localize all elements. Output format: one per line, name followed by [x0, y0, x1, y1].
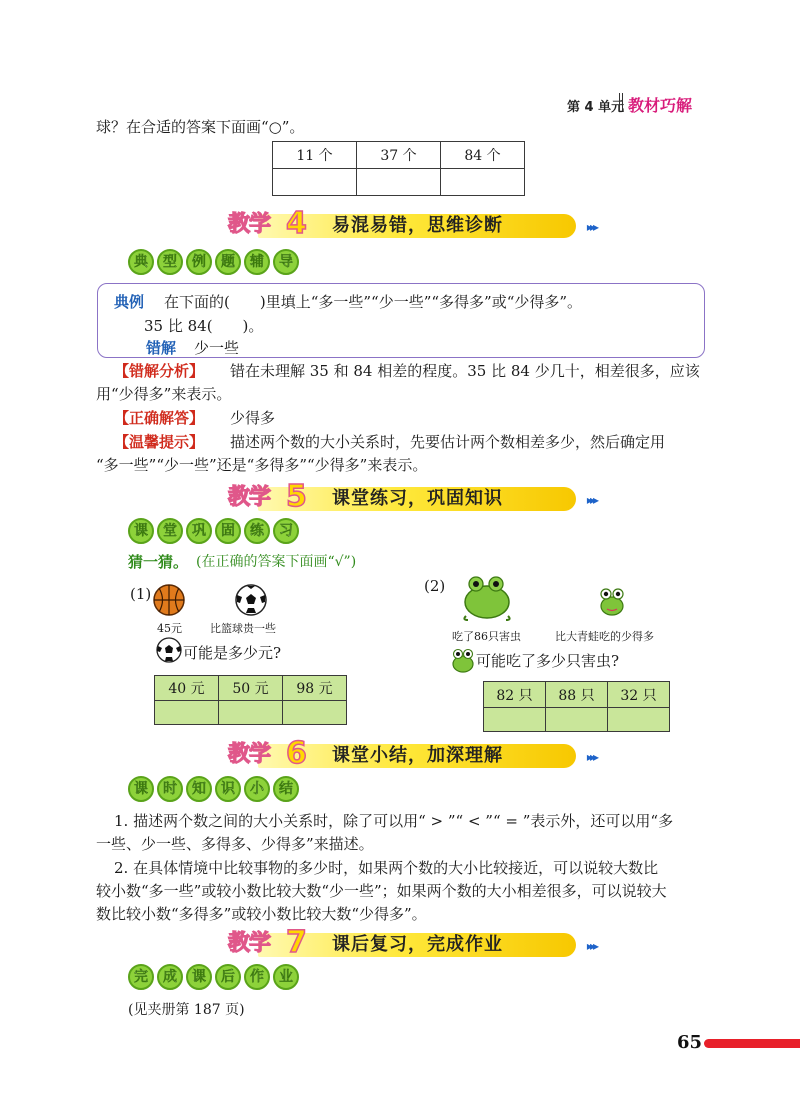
subheading-char: 堂 — [157, 518, 183, 544]
arrows-icon: ▸▸▸ — [586, 939, 596, 953]
answer-cell[interactable] — [484, 708, 546, 732]
arrows-icon: ▸▸▸ — [586, 220, 596, 234]
table-cell: 11 个 — [273, 142, 357, 169]
subheading-char: 业 — [273, 964, 299, 990]
correct-label: 【正确解答】 — [114, 409, 205, 427]
page-bar — [704, 1039, 800, 1048]
soccer-caption: 比篮球贵一些 — [210, 622, 276, 635]
tip-label: 【温馨提示】 — [114, 433, 205, 451]
subheading-char: 完 — [128, 964, 154, 990]
section-banner-7 — [228, 927, 598, 961]
problem2-options — [483, 681, 670, 732]
option-cell: 88 只 — [546, 682, 608, 708]
banner-number: 6 — [286, 736, 307, 771]
small-frog-icon — [450, 646, 476, 674]
subheading-char: 时 — [157, 776, 183, 802]
problem1-options — [154, 675, 347, 725]
page-number: 65 — [677, 1032, 703, 1053]
answer-table — [272, 141, 525, 196]
section-banner-4 — [228, 208, 598, 242]
subheading-char: 课 — [186, 964, 212, 990]
tip-text: 描述两个数的大小关系时，先要估计两个数相差多少，然后确定用 — [230, 433, 666, 451]
correct-text: 少得多 — [230, 409, 276, 427]
answer-cell[interactable] — [441, 169, 525, 196]
soccer-ball-icon — [234, 583, 268, 617]
subheading-char: 导 — [273, 249, 299, 275]
intro-text: 球？在合适的答案下面画“○”。 — [96, 118, 305, 136]
banner-title: 课堂小结，加深理解 — [332, 745, 503, 766]
analysis-label: 【错解分析】 — [114, 362, 205, 380]
header-divider — [619, 93, 623, 111]
answer-cell[interactable] — [357, 169, 441, 196]
table-cell: 84 个 — [441, 142, 525, 169]
arrows-icon: ▸▸▸ — [586, 493, 596, 507]
subheading-char: 题 — [215, 249, 241, 275]
subheading-char: 典 — [128, 249, 154, 275]
banner-number: 5 — [286, 479, 307, 514]
option-cell: 40 元 — [155, 676, 219, 701]
banner-tag: 教学 — [228, 931, 271, 956]
summary-paragraph-2b: 较小数“多一些”或较小数比较大数“少一些”；如果两个数的大小相差很多，可以说较大 — [96, 882, 667, 900]
subheading-char: 课 — [128, 776, 154, 802]
banner-tag: 教学 — [228, 742, 271, 767]
problem1-number: (1) — [130, 585, 152, 603]
option-cell: 82 只 — [484, 682, 546, 708]
summary-paragraph-2c: 数比较小数“多得多”或较小数比较大数“少得多”。 — [96, 905, 427, 923]
subheading-char: 小 — [244, 776, 270, 802]
summary-paragraph-1: 1. 描述两个数之间的大小关系时，除了可以用“ > ”“ < ”“ = ”表示外，还可以用“多 — [114, 812, 674, 830]
banner-number: 7 — [286, 925, 307, 960]
wrong-label: 错解 — [146, 339, 177, 357]
analysis-text: 错在未理解 35 和 84 相差的程度。35 比 84 少几十，相差很多，应该 — [230, 362, 700, 380]
answer-cell[interactable] — [608, 708, 670, 732]
small-frog-caption: 比大青蛙吃的少得多 — [555, 630, 654, 643]
option-cell: 32 只 — [608, 682, 670, 708]
unit-label: 第 4 单元 — [567, 100, 625, 115]
answer-cell[interactable] — [155, 701, 219, 725]
banner-tag: 教学 — [228, 212, 271, 237]
banner-title: 课堂练习，巩固知识 — [332, 488, 503, 509]
soccer-ball-icon — [155, 636, 183, 664]
big-frog-icon — [458, 572, 516, 622]
example-label: 典例 — [114, 293, 145, 311]
tip-text-2: “多一些”“少一些”还是“多得多”“少得多”来表示。 — [96, 456, 428, 474]
example-question: 在下面的( )里填上“多一些”“少一些”“多得多”或“少得多”。 — [164, 293, 583, 311]
banner-number: 4 — [286, 206, 307, 241]
section-banner-5 — [228, 481, 598, 515]
guess-label: 猜一猜。 — [128, 553, 189, 571]
banner-title: 易混易错，思维诊断 — [332, 215, 503, 236]
answer-cell[interactable] — [283, 701, 347, 725]
answer-cell[interactable] — [273, 169, 357, 196]
small-frog-icon — [597, 585, 627, 617]
arrows-icon: ▸▸▸ — [586, 750, 596, 764]
subheading-char: 习 — [273, 518, 299, 544]
section-banner-6 — [228, 738, 598, 772]
subheading-summary — [128, 776, 299, 804]
problem2-number: (2) — [424, 577, 446, 595]
answer-cell[interactable] — [219, 701, 283, 725]
summary-paragraph-2: 2. 在具体情境中比较事物的多少时，如果两个数的大小比较接近，可以说较大数比 — [114, 859, 659, 877]
problem1-question: 可能是多少元? — [183, 644, 282, 662]
subheading-char: 知 — [186, 776, 212, 802]
subheading-example — [128, 249, 299, 277]
subheading-char: 练 — [244, 518, 270, 544]
table-cell: 37 个 — [357, 142, 441, 169]
subheading-char: 识 — [215, 776, 241, 802]
subheading-char: 后 — [215, 964, 241, 990]
subheading-char: 结 — [273, 776, 299, 802]
option-cell: 98 元 — [283, 676, 347, 701]
summary-paragraph-1b: 一些、少一些、多得多、少得多”来描述。 — [96, 835, 374, 853]
guess-instruction: (在正确的答案下面画“√”) — [196, 554, 357, 570]
subheading-char: 巩 — [186, 518, 212, 544]
option-cell: 50 元 — [219, 676, 283, 701]
subheading-char: 成 — [157, 964, 183, 990]
problem2-question: 可能吃了多少只害虫? — [476, 652, 620, 670]
big-frog-caption: 吃了86只害虫 — [452, 630, 521, 643]
subheading-practice — [128, 518, 299, 546]
banner-title: 课后复习，完成作业 — [332, 934, 503, 955]
example-line2: 35 比 84( )。 — [144, 317, 264, 335]
subheading-char: 固 — [215, 518, 241, 544]
answer-cell[interactable] — [546, 708, 608, 732]
basketball-icon — [152, 583, 186, 617]
chapter-title: 教材巧解 — [628, 96, 693, 115]
banner-tag: 教学 — [228, 485, 271, 510]
subheading-char: 辅 — [244, 249, 270, 275]
subheading-char: 例 — [186, 249, 212, 275]
subheading-char: 作 — [244, 964, 270, 990]
subheading-homework — [128, 964, 299, 992]
wrong-answer: 少一些 — [194, 339, 240, 357]
subheading-char: 课 — [128, 518, 154, 544]
analysis-text-2: 用“少得多”来表示。 — [96, 385, 232, 403]
homework-reference: (见夹册第 187 页) — [128, 1002, 245, 1018]
basketball-price: 45元 — [157, 622, 182, 635]
subheading-char: 型 — [157, 249, 183, 275]
